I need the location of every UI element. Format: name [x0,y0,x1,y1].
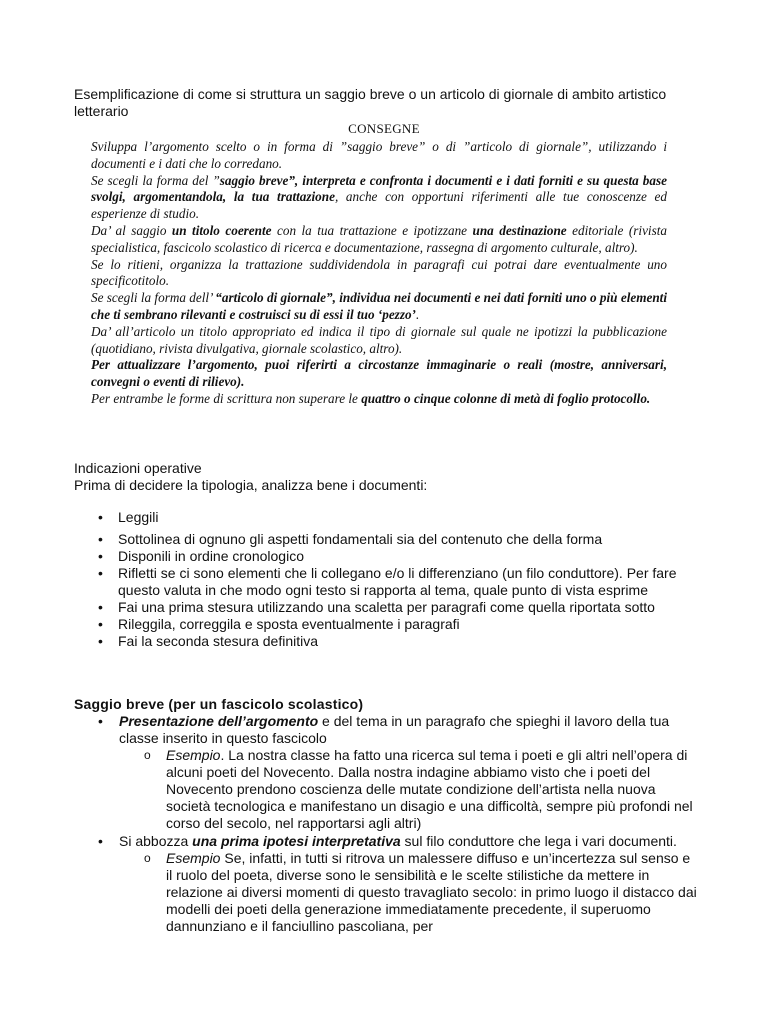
consegne-paragraph: Da’ al saggio un titolo coerente con la tua trattazione e ipotizzane una destinazione editoriale (rivista specialistica, fascicolo scolastico di ricerca e documentazione, rassegna di argomento culturale, altro). [91,222,667,255]
saggio-heading: Saggio breve (per un fascicolo scolastico) [74,696,364,712]
saggio-list [74,713,698,935]
circle-bullet-icon: o [144,748,151,762]
bullet-icon: • [98,616,103,632]
consegne-paragraph: Se scegli la forma dell’ “articolo di giornale”, individua nei documenti e nei dati forniti uno o più elementi che ti sembrano rilevanti e costruisci su di essi il tuo ‘pezzo’. [91,290,667,322]
list-item: • Presentazione dell’argomento e del tema in un paragrafo che spieghi il lavoro della tua classe inserito in questo fascicolo o Esempio. La nostra classe ha fatto una ricerca sul tema i poeti e gli altri nell’opera di alcuni poeti del Novecento. Dalla nostra indagine abbiamo visto che i poeti del Novecento prendono coscienza delle mutate condizione dell’artista nella nuova società tecnologica e manifestano un disagio e una difficoltà, sempre più profondi nel corso del secolo, nel rapportarsi agli altri) [74,713,698,832]
consegne-block [91,139,667,408]
sub-list-item: o Esempio Se, infatti, in tutti si ritrova un malessere diffuso e un’incertezza sul senso e il ruolo del poeta, diverse sono le sensibilità e le scelte stilistiche da mettere in relazione ai diversi momenti di questo travagliato secolo: in primo luogo il distacco dai modelli dei poeti della generazione immediatamente precedente, il superuomo dannunziano e il fanciullino pascoliana, per [144,850,697,934]
consegne-paragraph: Per entrambe le forme di scrittura non superare le quattro o cinque colonne di metà di foglio protocollo. [91,390,651,406]
list-item: • Sottolinea di ognuno gli aspetti fondamentali sia del contenuto che della forma [98,531,603,547]
circle-bullet-icon: o [144,851,151,865]
list-item: • Rifletti se ci sono elementi che li collegano e/o li differenziano (un filo conduttore). Per fare questo valuta in che modo ogni testo si rapporta al tema, quale punto di vista esprime [98,565,677,598]
consegne-paragraph: Se lo ritieni, organizza la trattazione suddividendola in paragrafi cui potrai dare eventualmente uno specificotitolo. [91,256,667,289]
consegne-paragraph: Sviluppa l’argomento scelto o in forma di ”saggio breve” o di ”articolo di giornale”, utilizzando i documenti e i dati che lo corredano. [91,139,667,171]
list-item: • Si abbozza una prima ipotesi interpretativa sul filo conduttore che lega i vari documenti. o Esempio Se, infatti, in tutti si ritrova un malessere diffuso e un’incertezza sul senso e il ruolo del poeta, diverse sono le sensibilità e le scelte stilistiche da mettere in relazione ai diversi momenti di questo travagliato secolo: in primo luogo il distacco dai modelli dei poeti della generazione immediatamente precedente, il superuomo dannunziano e il fanciullino pascoliana, per [98,833,697,934]
list-item: • Fai la seconda stesura definitiva [98,633,318,649]
consegne-paragraph: Per attualizzare l’argomento, puoi riferirti a circostanze immaginarie o reali (mostre, anniversari, convegni o eventi di rilievo). [91,357,667,390]
consegne-paragraph: Se scegli la forma del ”saggio breve”, interpreta e confronta i documenti e i dati forniti e su questa base svolgi, argomentandola, la tua trattazione, anche con opportuni riferimenti alle tue conoscenze ed esperienze di studio. [91,172,667,222]
bullet-icon: • [98,599,103,615]
list-item: • Rileggila, correggila e sposta eventualmente i paragrafi [98,616,460,632]
operative-intro: Prima di decidere la tipologia, analizza bene i documenti: [74,476,428,493]
consegne-paragraph: Da’ all’articolo un titolo appropriato ed indica il tipo di giornale sul quale ne ipotizzi la pubblicazione (quotidiano, rivista divulgativa, giornale scolastico, altro). [91,323,667,356]
bullet-icon: • [98,633,103,649]
operative-section [74,460,714,493]
sub-list [119,850,698,935]
sub-list-item: o Esempio. La nostra classe ha fatto una ricerca sul tema i poeti e gli altri nell’opera di alcuni poeti del Novecento. Dalla nostra indagine abbiamo visto che i poeti del Novecento prendono coscienza delle mutate condizione dell’artista nella nuova società tecnologica e manifestano un disagio e una difficoltà, sempre più profondi nel corso del secolo, nel rapportarsi agli altri) [144,747,693,831]
consegne-heading: CONSEGNE [348,121,420,136]
list-item: • Disponili in ordine cronologico [98,548,304,564]
bullet-icon: • [98,548,103,564]
bullet-icon: • [98,565,103,581]
bullet-icon: • [98,531,103,547]
list-item: • Fai una prima stesura utilizzando una scaletta per paragrafi come quella riportata sotto [98,599,655,615]
intro-text: Esemplificazione di come si struttura un saggio breve o un articolo di giornale di ambito artistico letterario [74,86,667,119]
bullet-icon: • [98,713,103,729]
sub-list [119,747,698,832]
operative-heading: Indicazioni operative [74,460,202,476]
bullet-icon: • [98,509,103,525]
operative-list [74,509,694,650]
list-item: • Leggili [98,509,159,525]
bullet-icon: • [98,833,103,849]
